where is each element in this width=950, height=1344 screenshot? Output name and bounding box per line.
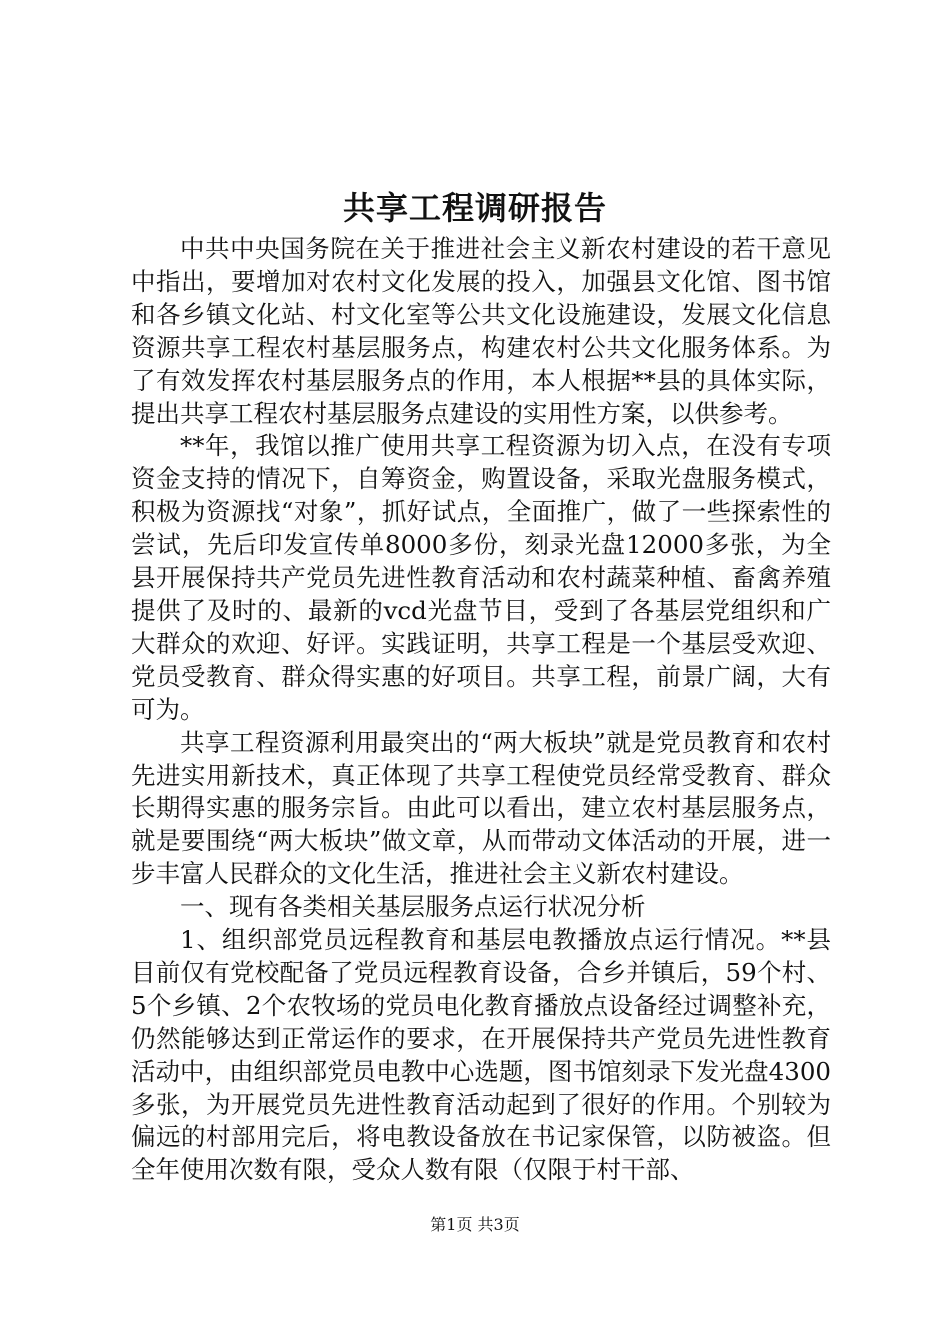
paragraph-intro: 中共中央国务院在关于推进社会主义新农村建设的若干意见中指出，要增加对农村文化发展的投入，加强县文化馆、图书馆和各乡镇文化站、村文化室等公共文化设施建设，发展文化信息资源共享工程农村基层服务点，构建农村公共文化服务体系。为了有效发挥农村基层服务点的作用，本人根据**县的具体实际，提出共享工程农村基层服务点建设的实用性方案，以供参考。 [131,234,831,428]
document-body [131,233,831,1187]
paragraph-two-sectors: 共享工程资源利用最突出的“两大板块”就是党员教育和农村先进实用新技术，真正体现了共享工程使党员经常受教育、群众长期得实惠的服务宗旨。由此可以看出，建立农村基层服务点，就是要围绕“两大板块”做文章，从而带动文体活动的开展，进一步丰富人民群众的文化生活，推进社会主义新农村建设。 [131,727,831,889]
section-heading: 一、现有各类相关基层服务点运行状况分析 [180,892,646,922]
paragraph-progress: **年，我馆以推广使用共享工程资源为切入点，在没有专项资金支持的情况下，自筹资金，购置设备，采取光盘服务模式，积极为资源找“对象”，抓好试点，全面推广，做了一些探索性的尝试，先后印发宣传单8000多份，刻录光盘12000多张，为全县开展保持共产党员先进性教育活动和农村蔬菜种植、畜禽养殖提供了及时的、最新的vcd光盘节目，受到了各基层党组织和广大群众的欢迎、好评。实践证明，共享工程是一个基层受欢迎、党员受教育、群众得实惠的好项目。共享工程，前景广阔，大有可为。 [131,431,831,724]
page-number-footer: 第1页 共3页 [430,1215,520,1234]
paragraph-section-1: 1、组织部党员远程教育和基层电教播放点运行情况。**县目前仅有党校配备了党员远程教育设备，合乡并镇后，59个村、5个乡镇、2个农牧场的党员电化教育播放点设备经过调整补充，仍然能够达到正常运作的要求，在开展保持共产党员先进性教育活动中，由组织部党员电教中心选题，图书馆刻录下发光盘4300多张，为开展党员先进性教育活动起到了很好的作用。个别较为偏远的村部用完后，将电教设备放在书记家保管，以防被盗。但全年使用次数有限，受众人数有限（仅限于村干部、 [131,925,831,1185]
document-title: 共享工程调研报告 [342,189,607,227]
